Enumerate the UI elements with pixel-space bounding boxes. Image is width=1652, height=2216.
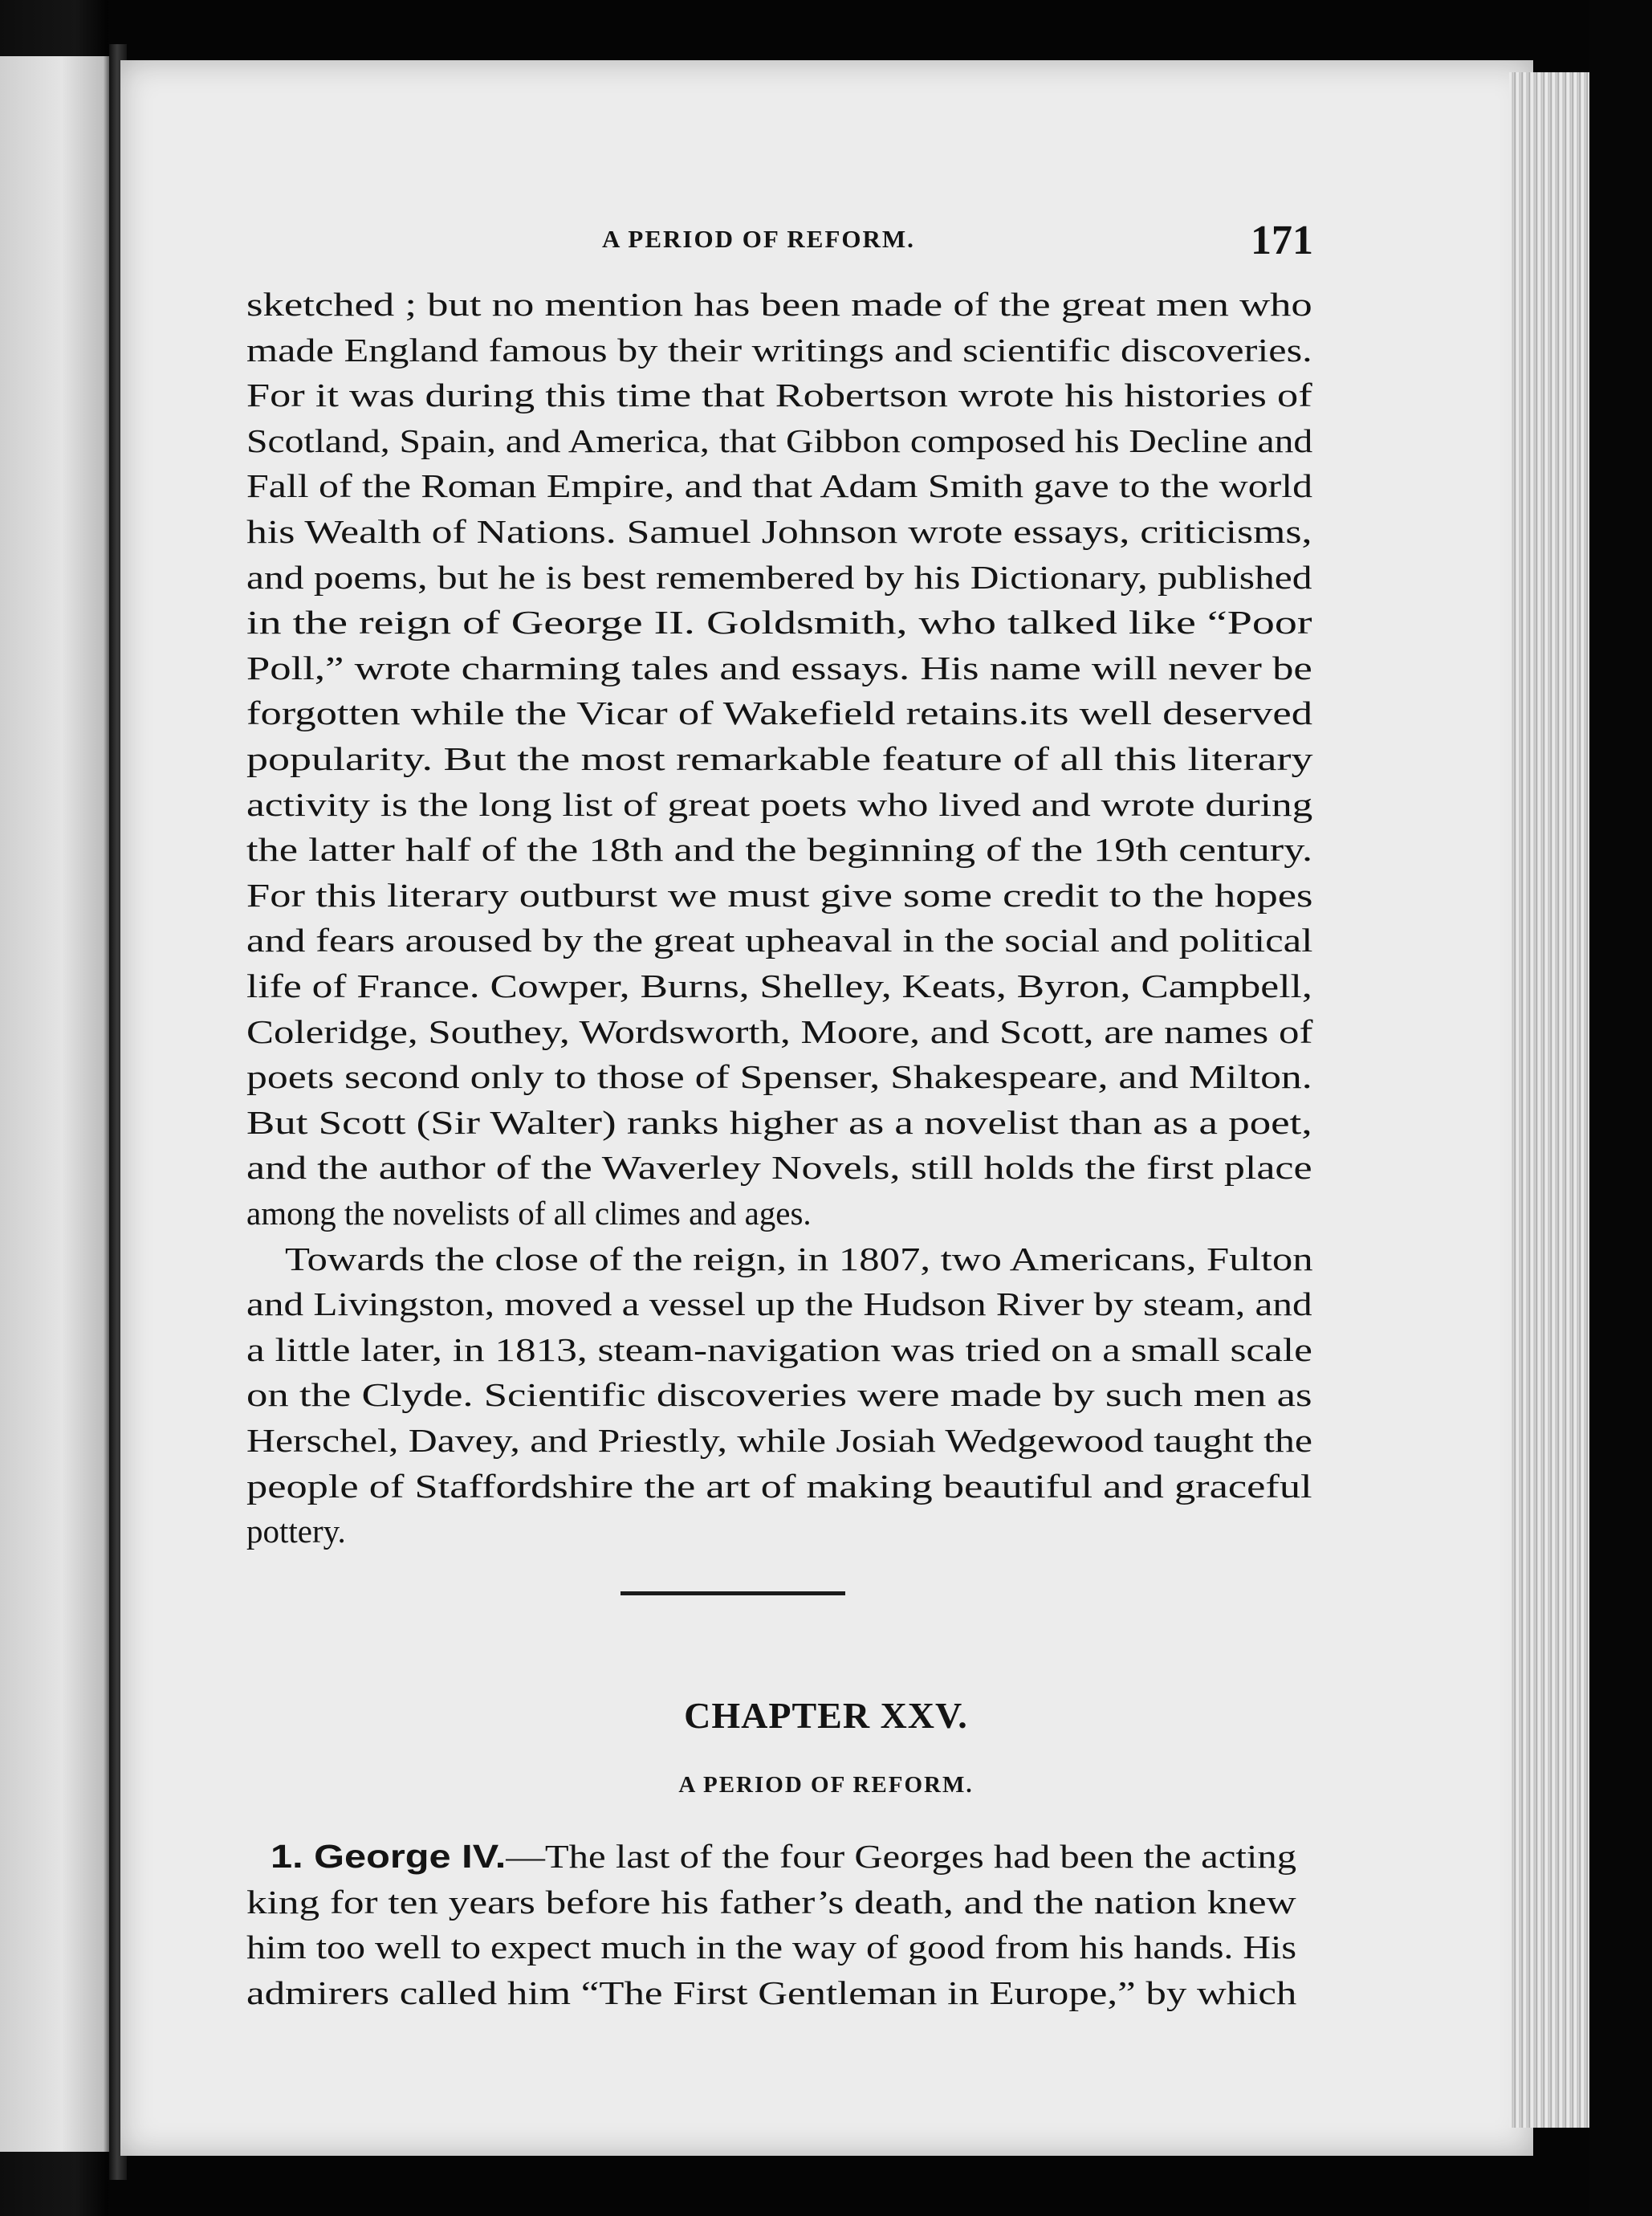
- text-line: admirers called him “The First Gentleman in Europe,” by which: [246, 1974, 1297, 2011]
- text-line: and fears aroused by the great upheaval in the social and political: [246, 922, 1313, 959]
- section-first-line-text: —The last of the four Georges had been the acting: [506, 1838, 1297, 1875]
- text-line: popularity. But the most remarkable feature of all this literary: [246, 740, 1313, 777]
- text-line: pottery.: [246, 1513, 346, 1550]
- text-line: Fall of the Roman Empire, and that Adam Smith gave to the world: [246, 467, 1313, 505]
- text-line: him too well to expect much in the way of good from his hands. His: [246, 1929, 1297, 1966]
- text-line: forgotten while the Vicar of Wakefield retains.its well deserved: [246, 695, 1312, 732]
- text-line: his Wealth of Nations. Samuel Johnson wrote essays, criticisms,: [246, 513, 1312, 550]
- text-line: Towards the close of the reign, in 1807, two Americans, Fulton: [285, 1240, 1313, 1277]
- chapter-title: CHAPTER XXV.: [684, 1695, 968, 1736]
- page-number: 171: [1251, 218, 1313, 263]
- text-line: But Scott (Sir Walter) ranks higher as a novelist than as a poet,: [246, 1103, 1312, 1141]
- running-head: A PERIOD OF REFORM.: [602, 225, 915, 253]
- text-line: the latter half of the 18th and the beginning of the 19th century.: [246, 831, 1313, 869]
- text-line: Herschel, Davey, and Priestly, while Josiah Wedgewood taught the: [246, 1422, 1312, 1459]
- text-line: sketched ; but no mention has been made of the great men who: [246, 286, 1312, 323]
- text-line: in the reign of George II. Goldsmith, who talked like “Poor: [246, 604, 1312, 642]
- chapter-subtitle: A PERIOD OF REFORM.: [678, 1772, 974, 1798]
- text-line: Scotland, Spain, and America, that Gibbon composed his Decline and: [246, 422, 1313, 459]
- text-line: and Livingston, moved a vessel up the Hudson River by steam, and: [246, 1285, 1312, 1323]
- section-first-line: [271, 1837, 1296, 1876]
- text-line: on the Clyde. Scientific discoveries were made by such men as: [246, 1376, 1312, 1414]
- text-line: life of France. Cowper, Burns, Shelley, Keats, Byron, Campbell,: [246, 967, 1312, 1004]
- text-line: made England famous by their writings and scientific discoveries.: [246, 331, 1312, 369]
- text-line: For this literary outburst we must give some credit to the hopes: [246, 876, 1313, 914]
- text-line: poets second only to those of Spenser, Shakespeare, and Milton.: [246, 1058, 1312, 1096]
- text-line: a little later, in 1813, steam-navigation was tried on a small scale: [246, 1330, 1312, 1368]
- text-line: activity is the long list of great poets who lived and wrote during: [246, 785, 1313, 823]
- text-line: among the novelists of all climes and ages.: [246, 1195, 812, 1232]
- text-line: king for ten years before his father’s death, and the nation knew: [246, 1883, 1296, 1921]
- text-line: and poems, but he is best remembered by his Dictionary, published: [246, 558, 1312, 596]
- section-heading: 1. George IV.: [271, 1838, 507, 1875]
- text-line: Poll,” wrote charming tales and essays. His name will never be: [246, 649, 1312, 686]
- section-divider-rule: [621, 1591, 845, 1595]
- text-line: Coleridge, Southey, Wordsworth, Moore, and Scott, are names of: [246, 1012, 1313, 1050]
- text-line: and the author of the Waverley Novels, still holds the first place: [246, 1149, 1312, 1187]
- text-line: For it was during this time that Robertson wrote his histories of: [246, 377, 1312, 414]
- text-line: people of Staffordshire the art of making beautiful and graceful: [246, 1467, 1312, 1505]
